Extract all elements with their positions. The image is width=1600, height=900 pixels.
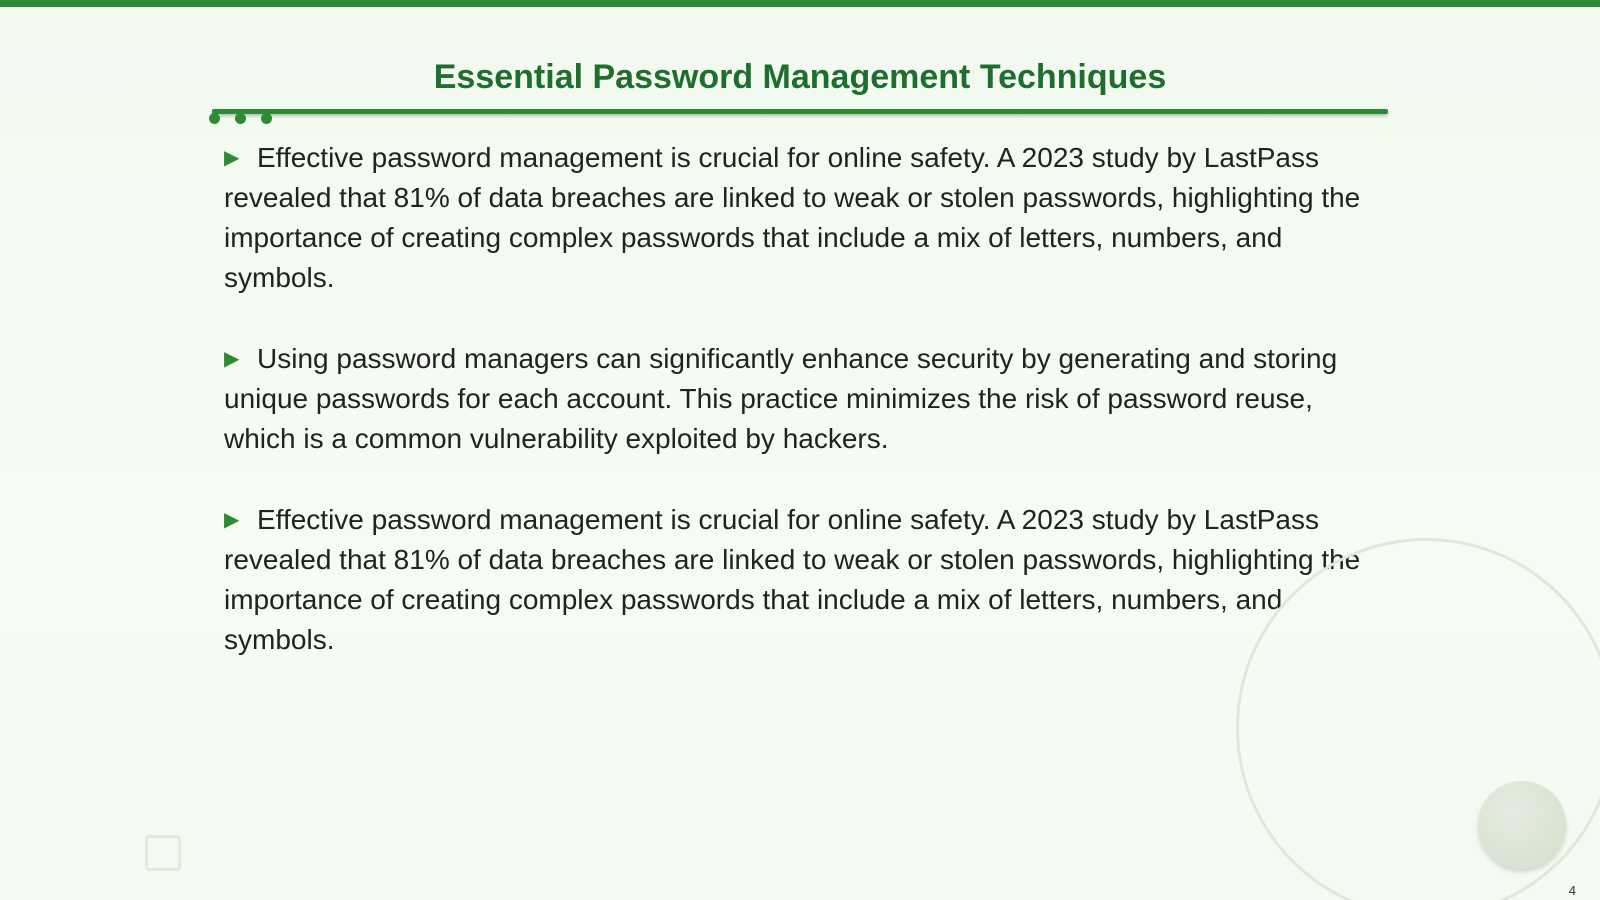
decor-dot-1 (209, 113, 220, 124)
decor-circle (1478, 781, 1566, 869)
triangle-bullet-icon: ▶ (224, 509, 240, 531)
title-underline (212, 109, 1388, 114)
decor-dot-2 (235, 113, 246, 124)
bullet-text-2: Using password managers can significantly enhance security by generating and storing unique passwords for each account. This practice minimizes the risk of password reuse, which is a common vulnerability exploited by hackers. (224, 343, 1338, 454)
page-number: 4 (1568, 883, 1576, 898)
decor-square (145, 835, 181, 871)
slide-title: Essential Password Management Techniques (433, 58, 1167, 96)
bullet-item-1 (224, 138, 1384, 298)
triangle-bullet-icon: ▶ (224, 147, 240, 169)
bullet-text-1: Effective password management is crucial for online safety. A 2023 study by LastPass revealed that 81% of data breaches are linked to weak or stolen passwords, highlighting the importance of creating complex passwords that include a mix of letters, numbers, and symbols. (224, 142, 1361, 293)
decor-dot-3 (261, 113, 272, 124)
bullet-item-2 (224, 339, 1384, 459)
bullet-text-3: Effective password management is crucial for online safety. A 2023 study by LastPass revealed that 81% of data breaches are linked to weak or stolen passwords, highlighting the importance of creating complex passwords that include a mix of letters, numbers, and symbols. (224, 504, 1361, 655)
bullet-item-3 (224, 500, 1384, 660)
top-accent-bar (0, 0, 1600, 7)
triangle-bullet-icon: ▶ (224, 348, 240, 370)
bullet-list (224, 138, 1384, 701)
